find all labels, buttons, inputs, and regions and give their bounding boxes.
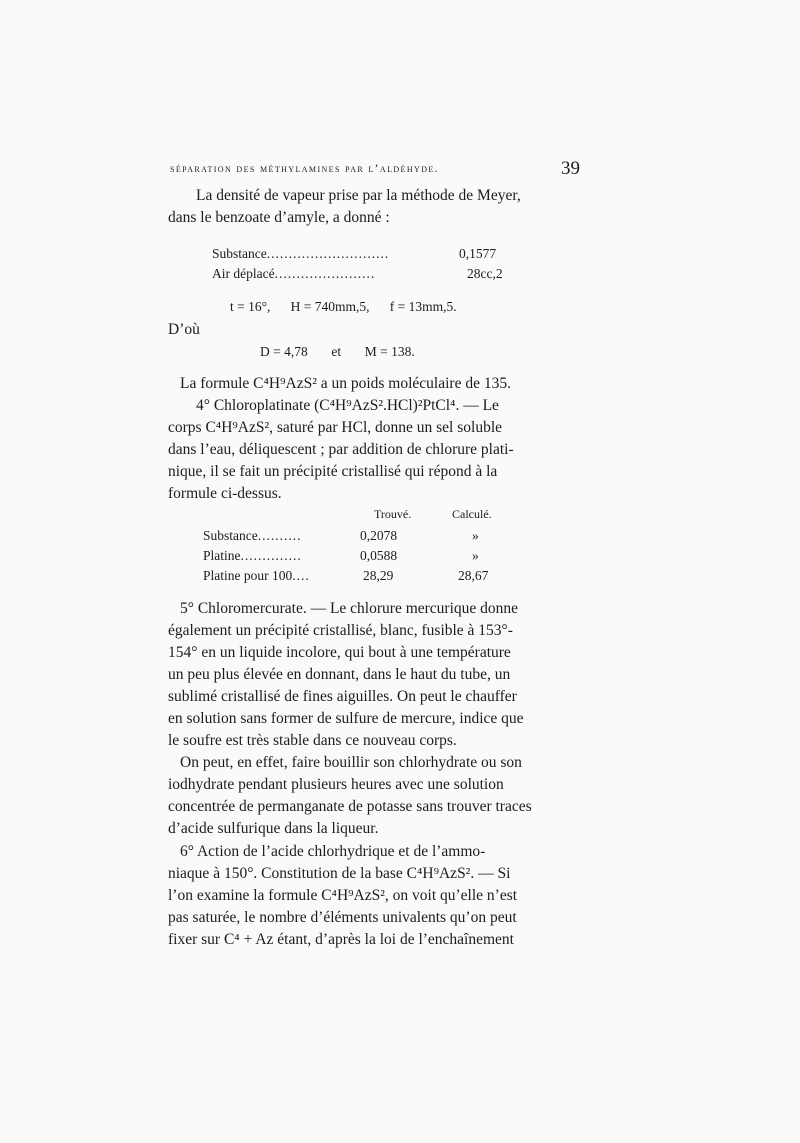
intro-line-1: La densité de vapeur prise par la méthode de Meyer, (196, 187, 521, 204)
table-cell-found: 0,2078 (360, 528, 398, 543)
text-line: La formule C⁴H⁹AzS² a un poids moléculaire de 135. (180, 375, 511, 392)
text-line: corps C⁴H⁹AzS², saturé par HCl, donne un sel soluble (168, 419, 503, 436)
leader-dots: ....................... (274, 266, 376, 281)
text-line: iodhydrate pendant plusieurs heures avec une solution (168, 776, 504, 793)
page-number: 39 (561, 158, 580, 179)
text-line: en solution sans former de sulfure de mercure, indice que (168, 710, 524, 727)
result-line: D = 4,78 et M = 138. (260, 344, 415, 359)
page-header (170, 160, 580, 184)
text-line: sublimé cristallisé de fines aiguilles. On peut le chauffer (168, 688, 517, 705)
text-line: le soufre est très stable dans ce nouveau corps. (168, 732, 457, 749)
table-cell-calculated: » (472, 528, 479, 543)
measurement-label: Substance (212, 246, 267, 261)
text-line: niaque à 150°. Constitution de la base C⁴H⁹AzS². — Si (168, 865, 511, 882)
table-cell-calculated: » (472, 548, 479, 563)
conditions-line: t = 16°, H = 740mm,5, f = 13mm,5. (230, 299, 457, 314)
text-line: fixer sur C⁴ + Az étant, d’après la loi de l’enchaînement (168, 931, 514, 948)
dou-label: D’où (168, 321, 200, 338)
text-line: l’on examine la formule C⁴H⁹AzS², on voit qu’elle n’est (168, 887, 518, 904)
measurement-row (212, 266, 375, 282)
text-line: pas saturée, le nombre d’éléments univalents qu’on peut (168, 909, 517, 926)
text-line: un peu plus élevée en donnant, dans le haut du tube, un (168, 666, 511, 683)
measurement-label: Air déplacé (212, 266, 275, 281)
text-line: concentrée de permanganate de potasse sans trouver traces (168, 798, 532, 815)
running-title: séparation des méthylamines par l’aldéhyde. (170, 163, 439, 175)
text-line: 5° Chloromercurate. — Le chlorure mercurique donne (180, 600, 519, 617)
table-cell-found: 28,29 (363, 568, 394, 583)
table-row-label: Platine.............. (203, 548, 302, 563)
text-line: nique, il se fait un précipité cristallisé qui répond à la (168, 463, 498, 480)
text-line: On peut, en effet, faire bouillir son chlorhydrate ou son (180, 754, 522, 771)
measurement-value: 28cc,2 (467, 266, 503, 281)
table-cell-calculated: 28,67 (458, 568, 489, 583)
text-line: dans l’eau, déliquescent ; par addition de chlorure plati- (168, 441, 514, 458)
measurement-row (212, 246, 389, 262)
text-line: d’acide sulfurique dans la liqueur. (168, 820, 379, 837)
table-row-label: Substance.......... (203, 528, 302, 543)
measurement-value: 0,1577 (459, 246, 497, 261)
column-header-calculated: Calculé. (452, 507, 492, 521)
text-line: 154° en un liquide incolore, qui bout à une température (168, 644, 511, 661)
text-line: 6° Action de l’acide chlorhydrique et de l’ammo- (180, 843, 486, 860)
table-row-label: Platine pour 100.... (203, 568, 310, 583)
column-header-found: Trouvé. (374, 507, 412, 521)
leader-dots: ............................ (266, 246, 390, 261)
table-cell-found: 0,0588 (360, 548, 398, 563)
text-line: 4° Chloroplatinate (C⁴H⁹AzS².HCl)²PtCl⁴. — Le (196, 397, 499, 414)
text-line: formule ci-dessus. (168, 485, 282, 502)
intro-line-2: dans le benzoate d’amyle, a donné : (168, 209, 390, 226)
text-line: également un précipité cristallisé, blanc, fusible à 153°- (168, 622, 513, 639)
